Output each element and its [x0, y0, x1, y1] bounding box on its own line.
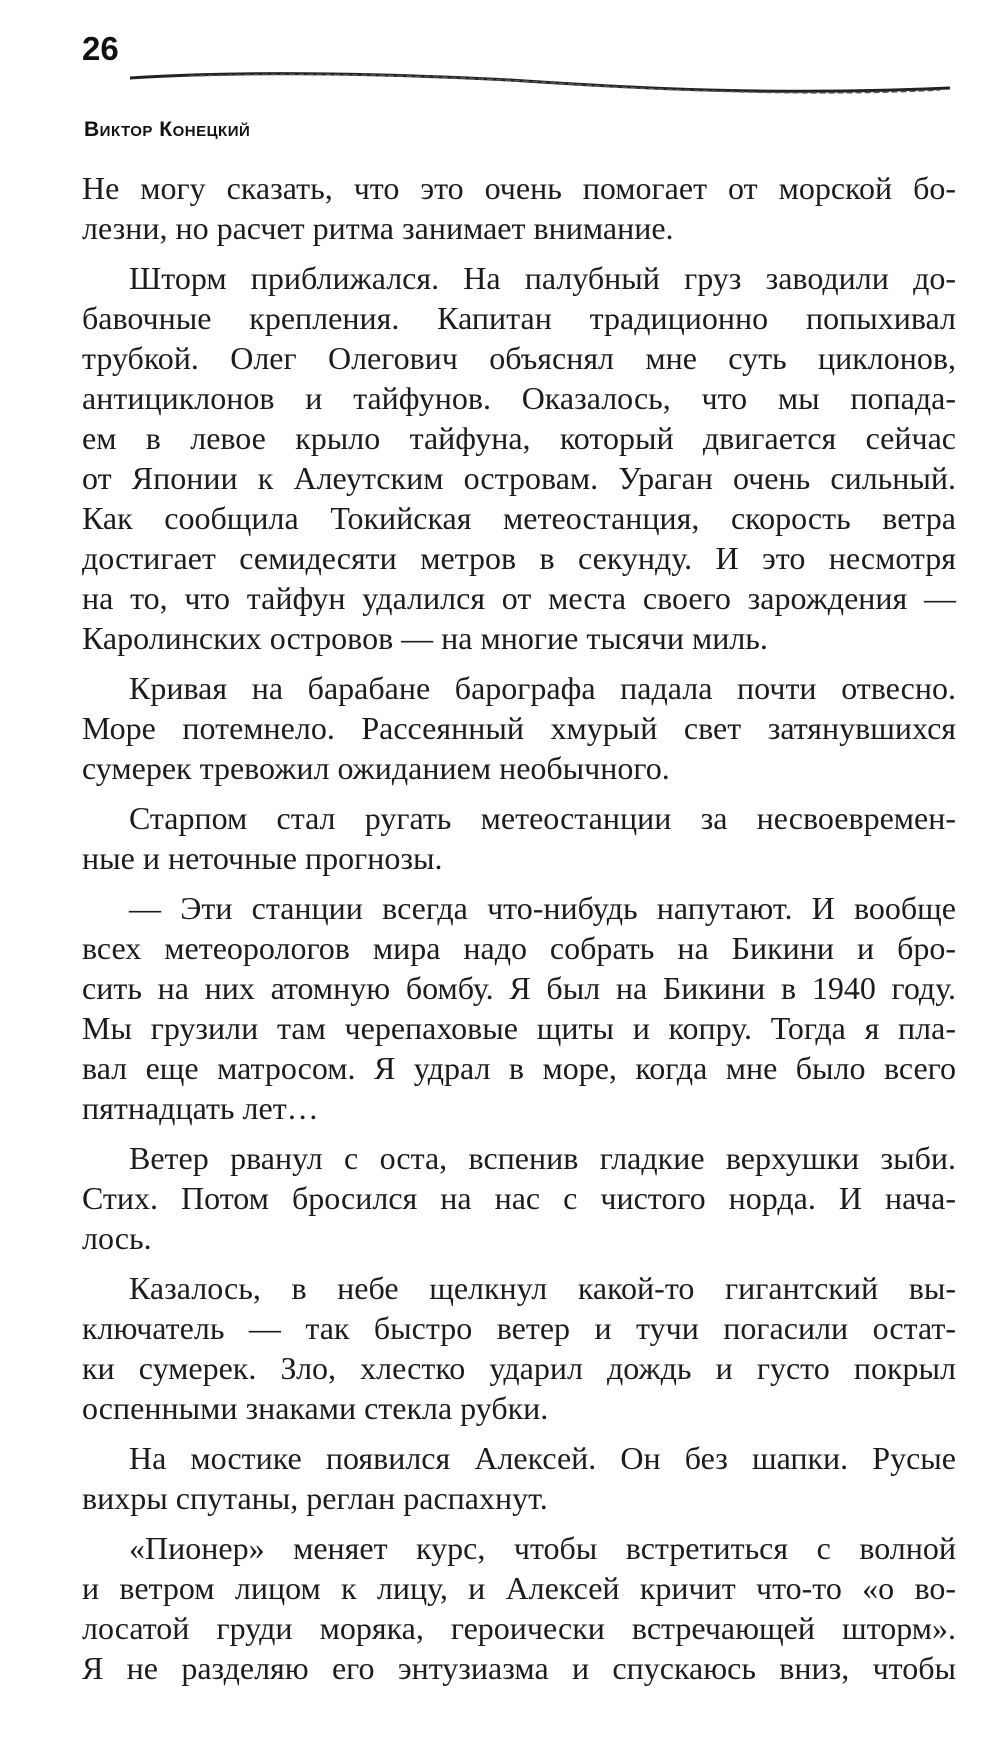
- text-line: сить на них атомную бомбу. Я был на Бикини в 1940 году.: [82, 970, 956, 1006]
- text-line: лезни, но расчет ритма занимает внимание.: [82, 210, 674, 246]
- text-line: трубкой. Олег Олегович объяснял мне суть циклонов,: [82, 340, 956, 376]
- paragraph-gap: [82, 788, 956, 798]
- text-line: сумерек тревожил ожиданием необычного.: [82, 750, 670, 786]
- paragraph-gap: [82, 658, 956, 668]
- paragraph: [82, 1268, 956, 1428]
- paragraph: [82, 1528, 956, 1688]
- body-text: [82, 168, 956, 1688]
- decorative-header-rule: [130, 66, 950, 106]
- paragraph-gap: [82, 1428, 956, 1438]
- text-line: оспенными знаками стекла рубки.: [82, 1390, 549, 1426]
- paragraph-gap: [82, 248, 956, 258]
- paragraph: [82, 1438, 956, 1518]
- paragraph: [82, 668, 956, 788]
- text-line: вал еще матросом. Я удрал в море, когда мне было всего: [82, 1050, 956, 1086]
- running-head-author: Виктор Конецкий: [84, 118, 251, 141]
- text-line: от Японии к Алеутским островам. Ураган очень сильный.: [82, 460, 956, 496]
- text-line: Мы грузили там черепаховые щиты и копру. Тогда я пла-: [82, 1010, 956, 1046]
- paragraph: [82, 888, 956, 1128]
- text-line: Каролинских островов — на многие тысячи миль.: [82, 620, 768, 656]
- text-line: Море потемнело. Рассеянный хмурый свет затянувшихся: [82, 710, 956, 746]
- text-line: ем в левое крыло тайфуна, который двигается сейчас: [82, 420, 956, 456]
- paragraph-gap: [82, 1518, 956, 1528]
- text-line: Ветер рванул с оста, вспенив гладкие верхушки зыби.: [129, 1140, 956, 1176]
- text-line: Шторм приближался. На палубный груз заводили до-: [129, 260, 956, 296]
- text-line: ключатель — так быстро ветер и тучи погасили остат-: [82, 1310, 956, 1346]
- text-line: Кривая на барабане барографа падала почти отвесно.: [129, 670, 956, 706]
- text-line: лосатой груди моряка, героически встречающей шторм».: [82, 1610, 956, 1646]
- paragraph-gap: [82, 1258, 956, 1268]
- paragraph: [82, 168, 956, 248]
- paragraph-gap: [82, 1128, 956, 1138]
- text-line: лось.: [82, 1220, 152, 1256]
- paragraph-gap: [82, 878, 956, 888]
- paragraph: [82, 798, 956, 878]
- text-line: Казалось, в небе щелкнул какой-то гигантский вы-: [129, 1270, 956, 1306]
- text-line: достигает семидесяти метров в секунду. И это несмотря: [82, 540, 956, 576]
- text-line: ки сумерек. Зло, хлестко ударил дождь и густо покрыл: [82, 1350, 956, 1386]
- text-line: Стих. Потом бросился на нас с чистого норда. И нача-: [82, 1180, 956, 1216]
- text-line: на то, что тайфун удалился от места своего зарождения —: [82, 580, 956, 616]
- text-line: ные и неточные прогнозы.: [82, 840, 443, 876]
- text-line: антициклонов и тайфунов. Оказалось, что мы попада-: [82, 380, 956, 416]
- text-line: На мостике появился Алексей. Он без шапки. Русые: [129, 1440, 956, 1476]
- text-line: всех метеорологов мира надо собрать на Бикини и бро-: [82, 930, 956, 966]
- page-number: 26: [82, 30, 119, 67]
- text-line: Не могу сказать, что это очень помогает от морской бо-: [82, 170, 956, 206]
- text-line: «Пионер» меняет курс, чтобы встретиться с волной: [129, 1530, 956, 1566]
- text-line: вихры спутаны, реглан распахнут.: [82, 1480, 548, 1516]
- text-line: бавочные крепления. Капитан традиционно попыхивал: [82, 300, 956, 336]
- text-line: — Эти станции всегда что-нибудь напутают. И вообще: [129, 890, 956, 926]
- text-line: пятнадцать лет…: [82, 1090, 319, 1126]
- text-line: Как сообщила Токийская метеостанция, скорость ветра: [82, 500, 956, 536]
- text-line: и ветром лицом к лицу, и Алексей кричит что-то «о во-: [82, 1570, 956, 1606]
- text-line: Я не разделяю его энтузиазма и спускаюсь вниз, чтобы: [82, 1650, 956, 1686]
- paragraph: [82, 1138, 956, 1258]
- paragraph: [82, 258, 956, 658]
- text-line: Старпом стал ругать метеостанции за несвоевремен-: [129, 800, 956, 836]
